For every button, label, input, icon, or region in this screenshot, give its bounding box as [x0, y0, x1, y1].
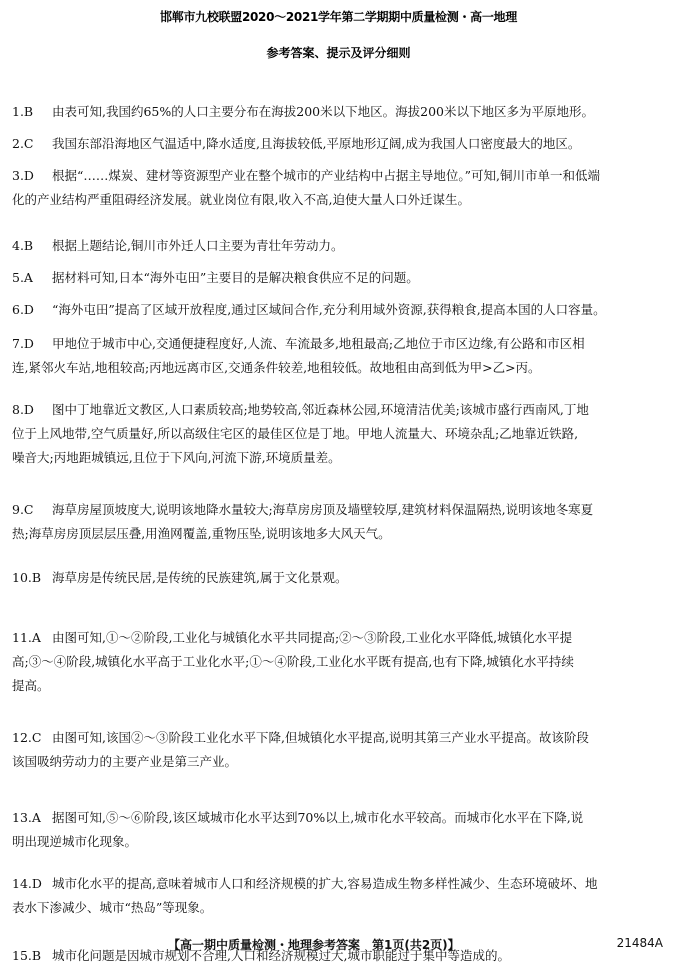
answer-first-line	[12, 302, 606, 318]
answer-first-line	[12, 570, 347, 586]
answer-text: 甲地位于城市中心,交通便捷程度好,人流、车流最多,地租最高;乙地位于市区边缘,有公路和市区相	[52, 336, 585, 351]
answer-number: 3.D	[12, 168, 34, 183]
answer-text: 表水下渗减少、城市“热岛”等现象。	[12, 900, 213, 915]
answer-first-line	[12, 136, 580, 152]
answer-text: 我国东部沿海地区气温适中,降水适度,且海拔较低,平原地形辽阔,成为我国人口密度最大的地区。	[52, 136, 581, 151]
answer-text: 明出现逆城市化现象。	[12, 834, 138, 849]
answer-first-line	[12, 336, 585, 352]
answer-text: 由图可知,①～②阶段,工业化与城镇化水平共同提高;②～③阶段,工业化水平降低,城镇化水平提	[52, 630, 573, 645]
answer-number: 6.D	[12, 302, 34, 317]
answer-continuation-line	[12, 192, 470, 208]
answer-text: 热;海草房房顶层层压叠,用渔网覆盖,重物压坠,说明该地多大风天气。	[12, 526, 391, 541]
answer-number: 9.C	[12, 502, 34, 517]
answer-text: 提高。	[12, 678, 50, 693]
answer-continuation-line	[12, 654, 574, 670]
answer-number: 5.A	[12, 270, 33, 285]
answer-number: 15.B	[12, 948, 42, 963]
answer-first-line	[12, 168, 600, 184]
answer-first-line	[12, 502, 593, 518]
answer-first-line	[12, 104, 594, 120]
answer-text: 海草房是传统民居,是传统的民族建筑,属于文化景观。	[52, 570, 348, 585]
answer-first-line	[12, 810, 583, 826]
answer-text: 根据“……煤炭、建材等资源型产业在整个城市的产业结构中占据主导地位。”可知,铜川市单一和低端	[52, 168, 601, 183]
answer-continuation-line	[12, 426, 578, 442]
answer-text: 噪音大;丙地距城镇远,且位于下风向,河流下游,环境质量差。	[12, 450, 341, 465]
answer-continuation-line	[12, 526, 391, 542]
page-title: 邯郸市九校联盟2020～2021学年第二学期期中质量检测・高一地理	[160, 10, 517, 24]
answer-text: 根据上题结论,铜川市外迁人口主要为青壮年劳动力。	[52, 238, 344, 253]
answer-first-line	[12, 876, 597, 892]
footer-code: 21484A	[616, 936, 663, 950]
answer-number: 14.D	[12, 876, 42, 891]
answer-continuation-line	[12, 360, 541, 376]
answer-text: 连,紧邻火车站,地租较高;丙地远离市区,交通条件较差,地租较低。故地租由高到低为甲>乙>丙。	[12, 360, 541, 375]
answer-number: 10.B	[12, 570, 42, 585]
answer-text: 据图可知,⑤～⑥阶段,该区域城市化水平达到70%以上,城市化水平较高。而城市化水平在下降,说	[52, 810, 584, 825]
answer-first-line	[12, 238, 343, 254]
answer-continuation-line	[12, 678, 50, 694]
answer-continuation-line	[12, 754, 237, 770]
answer-text: 城市化问题是因城市规划不合理,人口和经济规模过大,城市职能过于集中等造成的。	[52, 948, 510, 963]
answer-text: 图中丁地靠近文教区,人口素质较高;地势较高,邻近森林公园,环境清洁优美;该城市盛行西南风,丁地	[52, 402, 589, 417]
answer-first-line	[12, 630, 572, 646]
answer-text: 城市化水平的提高,意味着城市人口和经济规模的扩大,容易造成生物多样性减少、生态环境破坏、地	[52, 876, 598, 891]
answer-continuation-line	[12, 450, 341, 466]
answer-text: 海草房屋顶坡度大,说明该地降水量较大;海草房房顶及墙壁较厚,建筑材料保温隔热,说明该地冬寒夏	[52, 502, 594, 517]
answer-text: 由表可知,我国约65%的人口主要分布在海拔200米以下地区。海拔200米以下地区多为平原地形。	[52, 104, 594, 119]
footer-page-info: 【高一期中质量检测・地理参考答案 第1页(共2页)】	[168, 938, 460, 952]
answer-text: “海外屯田”提高了区域开放程度,通过区域间合作,充分利用域外资源,获得粮食,提高本国的人口容量。	[52, 302, 606, 317]
answer-number: 12.C	[12, 730, 42, 745]
answer-continuation-line	[12, 900, 212, 916]
answer-number: 2.C	[12, 136, 34, 151]
answer-first-line	[12, 730, 589, 746]
answer-continuation-line	[12, 834, 137, 850]
answer-number: 13.A	[12, 810, 41, 825]
answer-text: 化的产业结构严重阻碍经济发展。就业岗位有限,收入不高,迫使大量人口外迁谋生。	[12, 192, 470, 207]
answer-text: 据材料可知,日本“海外屯田”主要目的是解决粮食供应不足的问题。	[52, 270, 419, 285]
answer-text: 位于上风地带,空气质量好,所以高级住宅区的最佳区位是丁地。甲地人流量大、环境杂乱;乙地靠近铁路,	[12, 426, 579, 441]
answer-number: 1.B	[12, 104, 34, 119]
page-footer	[0, 936, 677, 954]
page-subtitle: 参考答案、提示及评分细则	[266, 46, 411, 60]
answer-text: 由图可知,该国②～③阶段工业化水平下降,但城镇化水平提高,说明其第三产业水平提高。故该阶段	[52, 730, 589, 745]
answer-first-line	[12, 270, 419, 286]
answer-number: 11.A	[12, 630, 41, 645]
answer-first-line	[12, 402, 589, 418]
answer-number: 4.B	[12, 238, 34, 253]
answer-text: 该国吸纳劳动力的主要产业是第三产业。	[12, 754, 238, 769]
answer-number: 7.D	[12, 336, 34, 351]
answer-text: 高;③～④阶段,城镇化水平高于工业化水平;①～④阶段,工业化水平既有提高,也有下降,城镇化水平持续	[12, 654, 574, 669]
answer-number: 8.D	[12, 402, 34, 417]
